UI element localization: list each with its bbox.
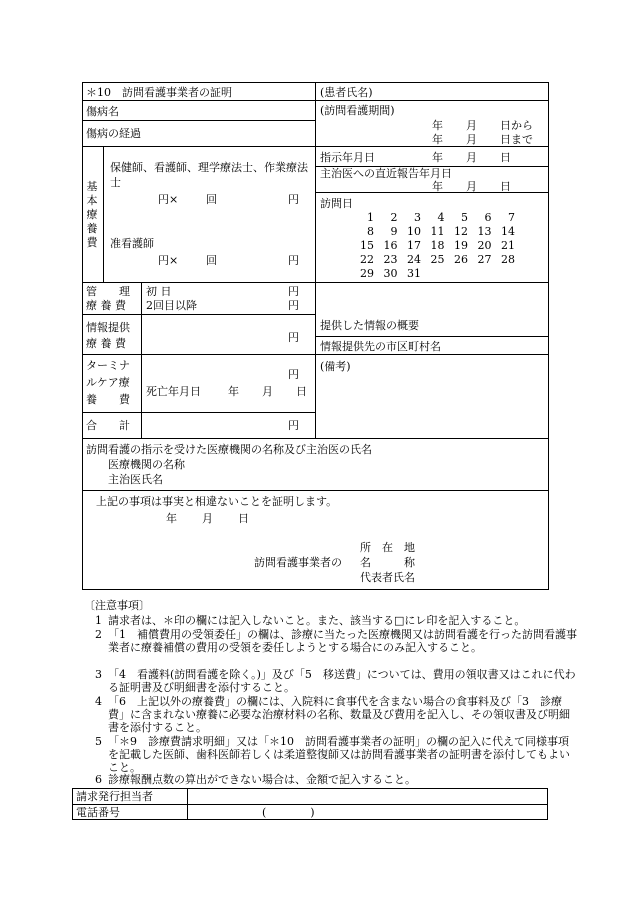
calendar-day: 30	[383, 267, 398, 280]
calendar-day: 7	[508, 211, 515, 224]
note-number: 3	[95, 668, 102, 681]
instruction-date-label: 指示年月日	[320, 151, 375, 164]
calendar-day: 5	[461, 211, 468, 224]
representative-label: 代表者氏名	[360, 571, 415, 584]
calendar-day: 25	[430, 253, 445, 266]
second-day-label: 2回目以降	[146, 299, 197, 312]
visit-period-label: (訪問看護期間)	[320, 104, 395, 117]
course-label: 傷病の経過	[86, 127, 141, 140]
recent-report-label: 主治医への直近報告年月日	[320, 167, 452, 180]
certify-text: 上記の事項は事実と相違ないことを証明します。	[96, 495, 338, 508]
disease-name-label: 傷病名	[86, 105, 119, 118]
info-fee-label-top: 情報提供	[86, 321, 130, 334]
terminal-care-label-2: ルケア療	[86, 376, 130, 389]
visit-days-label: 訪問日	[320, 197, 353, 210]
calendar-day: 18	[430, 239, 445, 252]
calendar-day: 15	[360, 239, 374, 252]
note-text: 診療報酬点数の算出ができない場合は、金額で記入すること。	[108, 773, 416, 786]
calendar-day: 23	[383, 253, 398, 266]
basic-fee-vertical-label: 基本療養費	[86, 180, 98, 249]
assistant-nurse-label: 准看護師	[110, 237, 154, 250]
calendar-day: 2	[390, 211, 398, 224]
provider-label: 訪問看護事業者の	[254, 556, 342, 569]
calendar-day: 12	[454, 225, 468, 238]
calendar-day: 1	[367, 211, 374, 224]
calendar-day: 3	[414, 211, 421, 224]
total-label: 合 計	[86, 419, 130, 432]
note-text: 「1 補償費用の受領委任」の欄は、診療に当たった医療機関又は訪問看護を行った訪問看護事業者に療養補償の費用の受領を委任しようとする場合にのみ記入すること。	[108, 628, 577, 654]
calendar-day: 13	[477, 225, 492, 238]
note-number: 6	[95, 773, 102, 786]
terminal-care-label-1: ターミナ	[86, 359, 130, 372]
calendar-day: 17	[407, 239, 421, 252]
nurses-label: 保健師、看護師、理学療法士、作業療法士	[110, 161, 308, 189]
calendar-day: 9	[390, 225, 398, 238]
note-text: 「＊9 診療費請求明細」又は「＊10 訪問看護事業者の証明」の欄の記入に代えて同様事項を記載した医師、歯科医師若しくは柔道整復師又は訪問看護事業者の証明書を添付してもよいこと。	[108, 735, 570, 774]
doctor-name-label: 主治医氏名	[108, 473, 163, 486]
calendar-day: 8	[367, 225, 374, 238]
calendar-day: 26	[454, 253, 468, 266]
note-text: 請求者は、＊印の欄には記入しないこと。また、該当する□にレ印を記入すること。	[108, 614, 526, 627]
calendar-day: 16	[383, 239, 398, 252]
first-day-label: 初 日	[146, 285, 172, 298]
info-overview-label: 提供した情報の概要	[320, 319, 419, 332]
note-number: 4	[95, 695, 102, 708]
calendar-day: 4	[437, 211, 445, 224]
provider-name-label: 名 称	[360, 556, 415, 569]
phone-value: ( )	[262, 806, 315, 819]
calendar-day: 31	[407, 267, 421, 280]
calendar-day: 14	[501, 225, 515, 238]
address-label: 所 在 地	[360, 541, 415, 554]
note-text: 「4 看護料(訪問看護を除く。)」及び「5 移送費」については、費用の領収書又はこれに代わる証明書及び明細書を添付すること。	[108, 668, 576, 694]
calendar-day: 29	[360, 267, 374, 280]
institution-title: 訪問看護の指示を受けた医療機関の名称及び主治医の氏名	[86, 443, 372, 456]
remarks-label: (備考)	[320, 360, 351, 373]
calendar-day: 20	[477, 239, 492, 252]
calendar-day: 10	[407, 225, 421, 238]
info-destination-label: 情報提供先の市区町村名	[320, 340, 441, 353]
calendar-day: 19	[454, 239, 468, 252]
calendar-day: 24	[407, 253, 421, 266]
management-fee-label-top: 管 理	[86, 285, 130, 298]
certificate-title: ＊10 訪問看護事業者の証明	[86, 86, 232, 99]
management-fee-label-bottom: 療 養 費	[86, 299, 126, 312]
terminal-care-label-3: 養 費	[86, 393, 130, 406]
notes-heading: 〔注意事項〕	[84, 599, 150, 612]
note-number: 5	[95, 735, 102, 748]
patient-name-label: (患者氏名)	[320, 86, 373, 99]
institution-name-label: 医療機関の名称	[108, 458, 185, 471]
note-number: 1	[95, 614, 102, 627]
info-fee-label-bottom: 療 養 費	[86, 337, 126, 350]
billing-staff-label: 請求発行担当者	[76, 790, 153, 803]
phone-label: 電話番号	[76, 806, 120, 819]
calendar-day: 11	[430, 225, 445, 238]
calendar-day: 27	[477, 253, 492, 266]
calendar-day: 22	[360, 253, 374, 266]
death-date-label: 死亡年月日	[146, 385, 201, 398]
calendar-day: 28	[501, 253, 515, 266]
calendar-day: 6	[484, 211, 492, 224]
calendar-day: 21	[501, 239, 515, 252]
note-text: 「6 上記以外の療養費」の欄には、入院料に食事代を含まない場合の食事料及び「3 診療費」に含まれない療養に必要な治療材料の名称、数量及び費用を記入し、その領収書及び明細書を添付すること。	[108, 695, 570, 734]
note-number: 2	[95, 628, 102, 641]
